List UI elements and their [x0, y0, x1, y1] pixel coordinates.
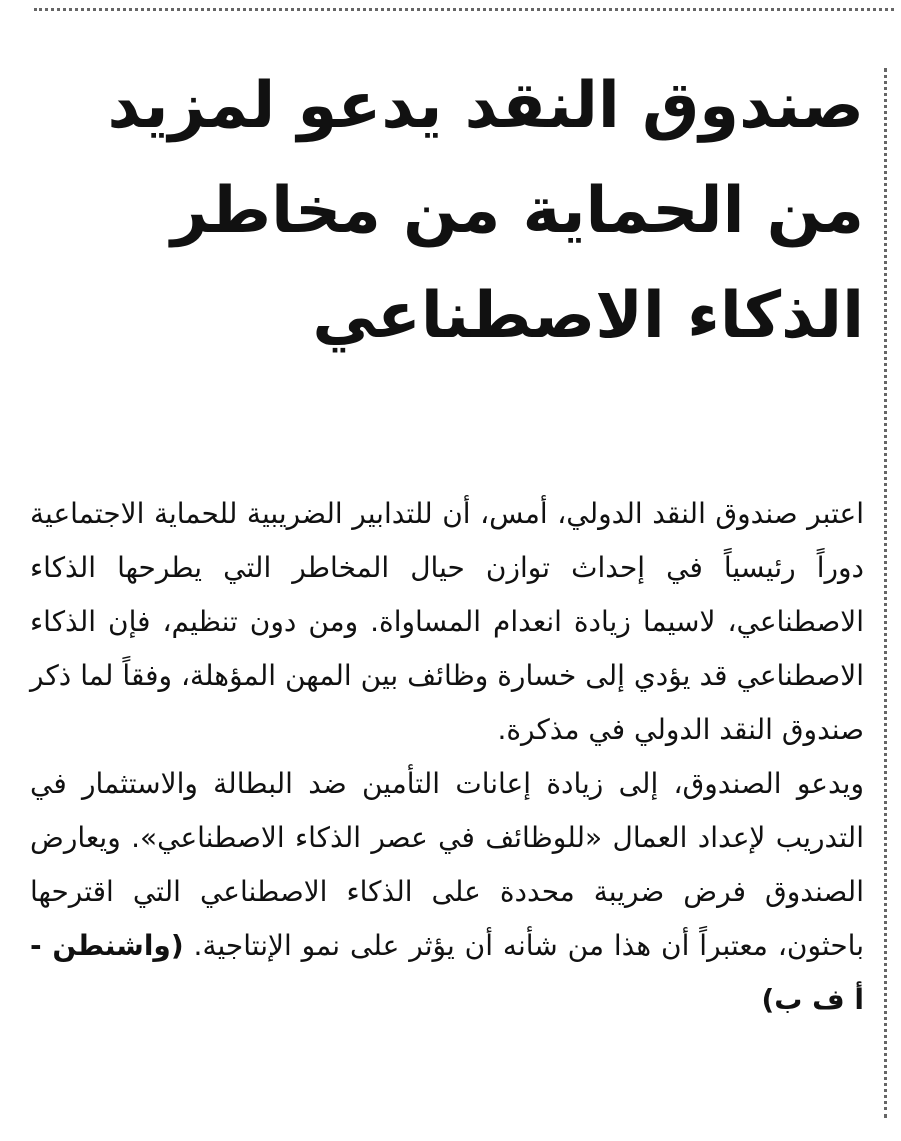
paragraph-2-text: ويدعو الصندوق، إلى زيادة إعانات التأمين ضد البطالة والاستثمار في التدريب لإعداد العمال «للوظائف في عصر الذكاء الاصطناعي». ويعارض الصندوق فرض ضريبة محددة على الذكاء الاصطناعي التي اقترحها باحثون، معتبراً أن هذا من شأنه أن يؤثر على نمو الإنتاجية.: [30, 767, 864, 962]
article-paragraph-2: [30, 757, 864, 1027]
article-paragraph-1: اعتبر صندوق النقد الدولي، أمس، أن للتدابير الضريبية للحماية الاجتماعية دوراً رئيسياً في إحداث توازن حيال المخاطر التي يطرحها الذكاء الاصطناعي، لاسيما زيادة انعدام المساواة. ومن دون تنظيم، فإن الذكاء الاصطناعي قد يؤدي إلى خسارة وظائف بين المهن المؤهلة، وفقاً لما ذكر صندوق النقد الدولي في مذكرة.: [30, 497, 864, 746]
headline-line-3: الذكاء الاصطناعي: [312, 279, 864, 353]
source-credit: (واشنطن - أ ف ب): [30, 929, 864, 1016]
headline-line-1: صندوق النقد يدعو لمزيد: [107, 69, 864, 143]
article-body: [30, 487, 864, 1027]
side-dotted-divider: [884, 68, 887, 1118]
article-headline: [30, 54, 864, 369]
news-article: [30, 54, 864, 1027]
headline-line-2: من الحماية من مخاطر: [170, 174, 864, 248]
top-dotted-divider: [34, 8, 894, 11]
